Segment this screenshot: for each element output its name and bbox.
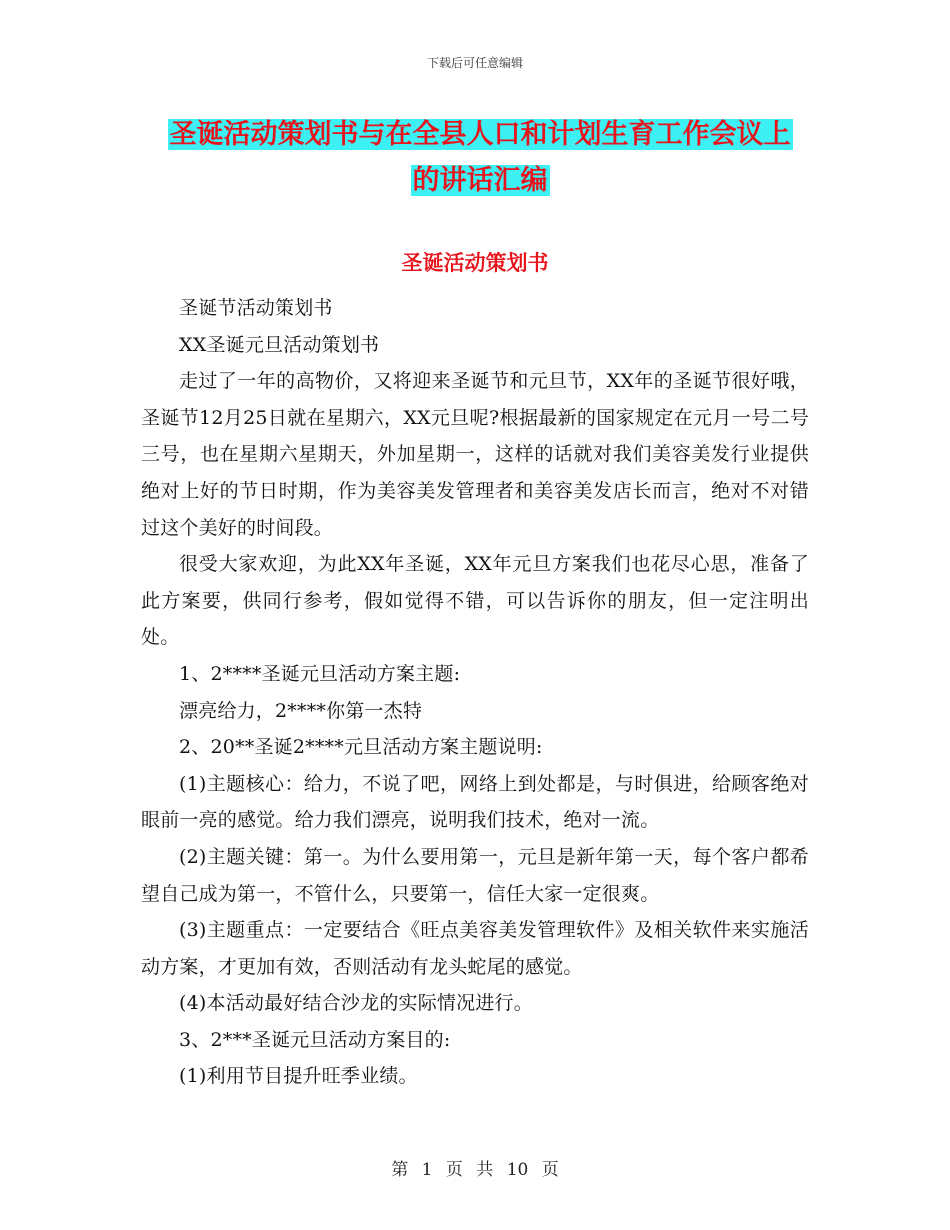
footer-prefix: 第 (391, 1160, 409, 1180)
paragraph: 1、2****圣诞元旦活动方案主题: (179, 662, 461, 685)
paragraph: 走过了一年的高物价，又将迎来圣诞节和元旦节，XX年的圣诞节很好哦，圣诞节12月25日就在星期六，XX元旦呢?根据最新的国家规定在元月一号二号三号，也在星期六星期天，外加星期一，这样的话就对我们美容美发行业提供绝对上好的节日时期，作为美容美发管理者和美容美发店长而言，绝对不对错过这个美好的时间段。 (141, 370, 809, 539)
section-title: 圣诞活动策划书 (401, 251, 549, 275)
footer-suffix: 页 (541, 1160, 559, 1180)
header-note: 下载后可任意编辑 (426, 56, 523, 70)
paragraph: (3)主题重点：一定要结合《旺点美容美发管理软件》及相关软件来实施活动方案，才更加有效，否则活动有龙头蛇尾的感觉。 (141, 919, 809, 978)
paragraph: (1)利用节目提升旺季业绩。 (179, 1065, 418, 1088)
footer-mid2: 共 (476, 1160, 494, 1180)
paragraph: XX圣诞元旦活动策划书 (179, 333, 380, 356)
page-footer (0, 1155, 950, 1180)
footer-page-number: 1 (421, 1160, 433, 1180)
main-title-line1: 圣诞活动策划书与在全县人口和计划生育工作会议上 (169, 119, 791, 150)
body-text (141, 290, 809, 1095)
main-title (140, 112, 820, 204)
paragraph: (1)主题核心：给力，不说了吧，网络上到处都是，与时俱进，给顾客绝对眼前一亮的感觉。给力我们漂亮，说明我们技术，绝对一流。 (141, 772, 809, 832)
paragraph: 很受大家欢迎，为此XX年圣诞，XX年元旦方案我们也花尽心思，准备了此方案要，供同行参考，假如觉得不错，可以告诉你的朋友，但一定注明出处。 (141, 553, 809, 649)
paragraph: 2、20**圣诞2****元旦活动方案主题说明: (179, 736, 543, 759)
paragraph: (2)主题关键：第一。为什么要用第一，元旦是新年第一天，每个客户都希望自己成为第一，不管什么，只要第一，信任大家一定很爽。 (141, 845, 809, 905)
footer-total-pages: 10 (506, 1160, 529, 1180)
paragraph: 圣诞节活动策划书 (179, 297, 333, 319)
paragraph: (4)本活动最好结合沙龙的实际情况进行。 (179, 992, 533, 1015)
paragraph: 3、2***圣诞元旦活动方案目的: (179, 1028, 451, 1051)
paragraph: 漂亮给力，2****你第一杰特 (179, 699, 423, 722)
footer-mid1: 页 (445, 1160, 463, 1180)
main-title-line2: 的讲话汇编 (412, 165, 548, 196)
